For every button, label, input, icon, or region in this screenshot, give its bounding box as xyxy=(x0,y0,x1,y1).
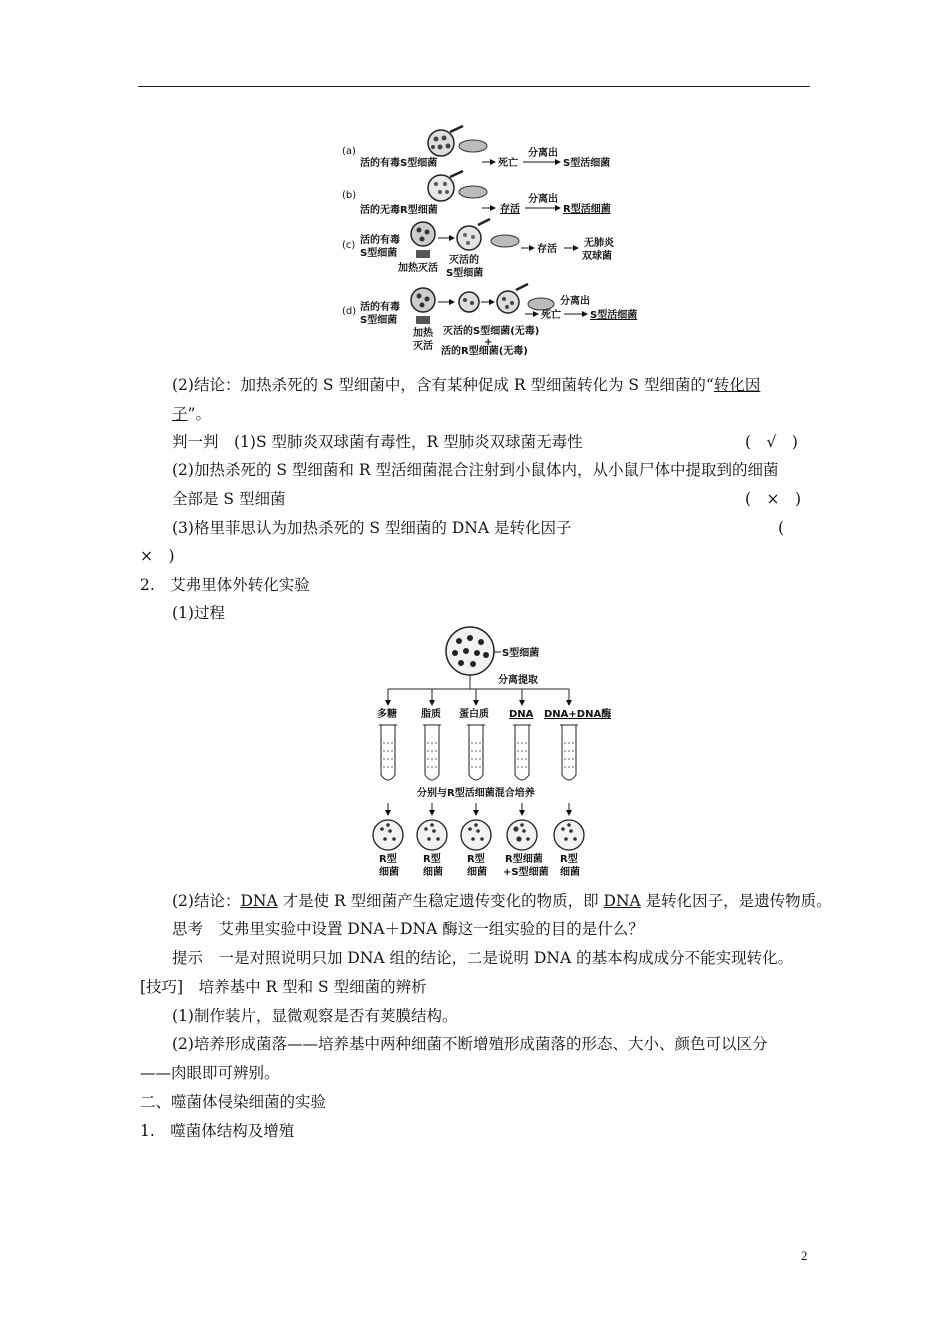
item-dna-dnase: DNA+DNA酶 xyxy=(544,709,612,720)
mouse-icon xyxy=(459,186,487,198)
row-a-tag: (a) xyxy=(342,146,356,157)
culture-plate-icon xyxy=(373,820,584,850)
svg-text:存活: 存活 xyxy=(500,204,520,215)
syringe-icon xyxy=(450,171,463,177)
svg-text:R型: R型 xyxy=(423,854,441,865)
item-protein: 蛋白质 xyxy=(459,709,489,720)
svg-text:分离出: 分离出 xyxy=(528,148,558,159)
row-d-tag: (d) xyxy=(342,306,357,317)
svg-text:R型活细菌: R型活细菌 xyxy=(563,204,611,215)
svg-text:双球菌: 双球菌 xyxy=(582,251,612,262)
svg-text:加热灭活: 加热灭活 xyxy=(398,263,438,274)
item-lipid: 脂质 xyxy=(421,709,441,720)
svg-text:活的有毒: 活的有毒 xyxy=(360,235,400,246)
svg-text:细菌: 细菌 xyxy=(423,867,443,878)
svg-text:活的R型细菌(无毒): 活的R型细菌(无毒) xyxy=(441,346,528,357)
svg-text:死亡: 死亡 xyxy=(498,158,518,169)
svg-text:S型细菌: S型细菌 xyxy=(446,268,484,279)
section-2-sub: (1)过程 xyxy=(172,604,225,622)
section-3-1-title: 1. 噬菌体结构及增殖 xyxy=(140,1122,295,1140)
svg-text:S型活细菌: S型活细菌 xyxy=(590,310,638,321)
judge-q2: (2)加热杀死的 S 型细菌和 R 型活细菌混合注射到小鼠体内，从小鼠尸体中提取到的细菌 xyxy=(172,461,779,479)
svg-text:R型细菌: R型细菌 xyxy=(505,854,543,865)
flame-icon xyxy=(416,250,430,258)
item-polysaccharide: 多糖 xyxy=(377,709,397,720)
tip-line-2-cont: ——肉眼即可辨别。 xyxy=(140,1064,280,1082)
svg-text:灭活的: 灭活的 xyxy=(449,255,479,266)
judge-a3: ( xyxy=(778,519,785,537)
conclusion-1: (2)结论：加热杀死的 S 型细菌中，含有某种促成 R 型细菌转化为 S 型细菌的“转化因 xyxy=(172,376,761,394)
svg-text:细菌: 细菌 xyxy=(379,867,399,878)
svg-text:S型活细菌: S型活细菌 xyxy=(563,158,611,169)
tip-title: [技巧] 培养基中 R 型和 S 型细菌的辨析 xyxy=(140,978,427,996)
griffith-experiment-figure xyxy=(338,122,648,360)
svg-text:R型: R型 xyxy=(560,854,578,865)
svg-text:分离出: 分离出 xyxy=(560,296,590,307)
judge-a2: ( × ) xyxy=(745,490,802,508)
svg-text:加热: 加热 xyxy=(413,328,433,339)
row-b-tag: (b) xyxy=(342,190,357,201)
section-3-title: 二、噬菌体侵染细菌的实验 xyxy=(140,1093,327,1111)
syringe-icon xyxy=(450,126,463,132)
judge-a3-cont: × ) xyxy=(140,547,175,565)
svg-text:R型: R型 xyxy=(467,854,485,865)
header-rule xyxy=(138,86,810,87)
svg-text:R型: R型 xyxy=(379,854,397,865)
svg-text:分别与R型活细菌混合培养: 分别与R型活细菌混合培养 xyxy=(417,788,535,799)
svg-text:无肺炎: 无肺炎 xyxy=(584,238,614,249)
row-a-label: 活的有毒S型细菌 xyxy=(360,158,438,169)
think-question: 思考 艾弗里实验中设置 DNA＋DNA 酶这一组实验的目的是什么？ xyxy=(172,920,644,938)
row-c-tag: (c) xyxy=(342,240,356,251)
judge-a1: ( √ ) xyxy=(745,433,798,451)
svg-text:死亡: 死亡 xyxy=(541,310,561,321)
svg-text:分离出: 分离出 xyxy=(528,194,558,205)
svg-text:S型细菌: S型细菌 xyxy=(360,315,398,326)
page-number: 2 xyxy=(801,1248,808,1263)
svg-text:S型细菌: S型细菌 xyxy=(502,648,540,659)
tip-line-2: (2)培养形成菌落——培养基中两种细菌不断增殖形成菌落的形态、大小、颜色可以区分 xyxy=(172,1035,768,1053)
svg-text:灭活: 灭活 xyxy=(413,341,433,352)
svg-text:细菌: 细菌 xyxy=(467,867,487,878)
mouse-icon xyxy=(459,140,487,152)
svg-text:分离提取: 分离提取 xyxy=(498,675,538,686)
test-tube-icon xyxy=(379,725,578,780)
svg-text:S型细菌: S型细菌 xyxy=(360,248,398,259)
judge-q2-cont: 全部是 S 型细菌 xyxy=(172,490,286,508)
svg-text:活的有毒: 活的有毒 xyxy=(360,302,400,313)
tip-line-1: (1)制作装片，显微观察是否有荚膜结构。 xyxy=(172,1007,458,1025)
row-b-label: 活的无毒R型细菌 xyxy=(360,205,438,216)
hint-answer: 提示 一是对照说明只加 DNA 组的结论，二是说明 DNA 的基本构成成分不能实现转化。 xyxy=(172,949,794,967)
avery-experiment-figure xyxy=(355,625,625,883)
svg-text:细菌: 细菌 xyxy=(560,867,580,878)
r-bacteria-dish-icon xyxy=(428,175,454,201)
s-bacteria-dish-icon xyxy=(428,130,454,156)
svg-text:+: + xyxy=(484,337,493,348)
svg-text:灭活的S型细菌(无毒): 灭活的S型细菌(无毒) xyxy=(443,326,540,337)
section-2-title: 2. 艾弗里体外转化实验 xyxy=(140,576,310,594)
svg-text:存活: 存活 xyxy=(537,244,557,255)
conclusion-1-cont: 子”。 xyxy=(172,405,211,423)
judge-q3: (3)格里菲思认为加热杀死的 S 型细菌的 DNA 是转化因子 xyxy=(172,519,572,537)
conclusion-2: (2)结论：DNA 才是使 R 型细菌产生稳定遗传变化的物质，即 DNA 是转化因子，是遗传物质。 xyxy=(172,892,832,910)
svg-text:+S型细菌: +S型细菌 xyxy=(503,867,549,878)
item-dna: DNA xyxy=(509,709,534,720)
judge-q1: 判一判 (1)S 型肺炎双球菌有毒性，R 型肺炎双球菌无毒性 xyxy=(172,433,583,451)
